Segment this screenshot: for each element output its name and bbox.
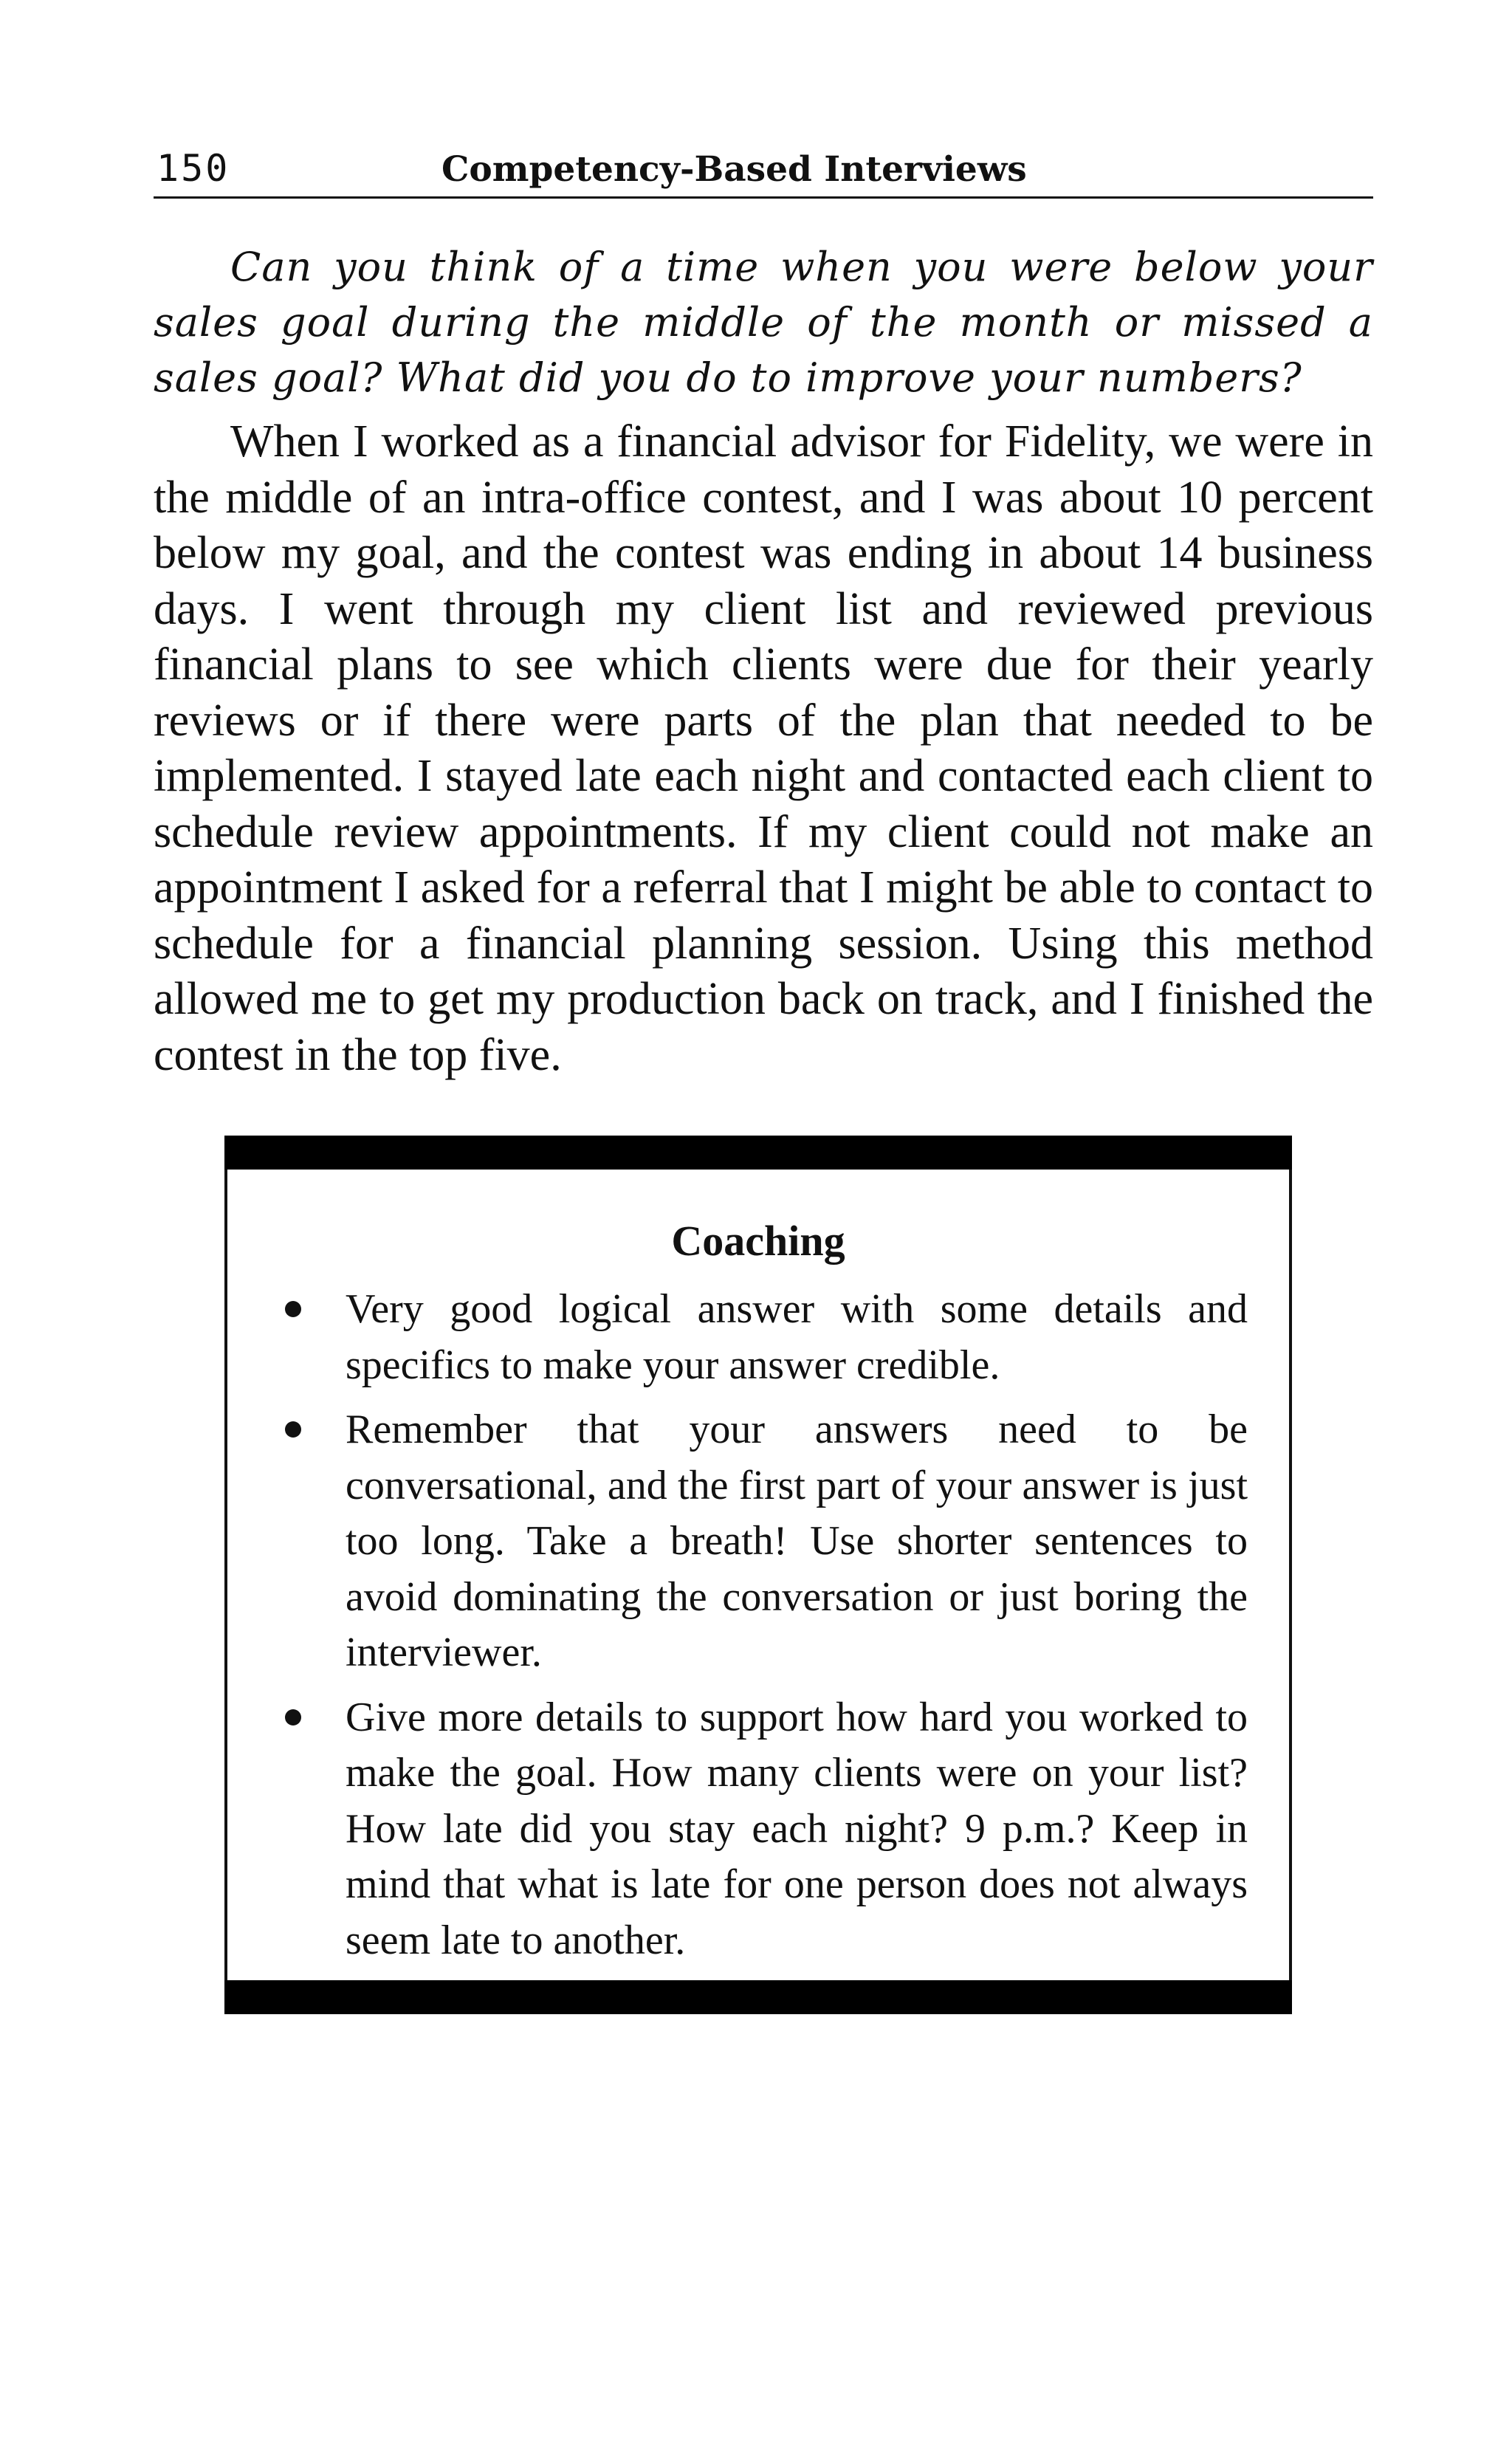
box-bottom-bar [224,1980,1292,2014]
box-top-bar [224,1136,1292,1170]
running-header [154,145,1373,199]
bullet-icon [285,1421,301,1438]
coaching-item-text: Very good logical answer with some details and specifics to make your answer credible. [346,1286,1248,1388]
coaching-item [272,1282,1248,1393]
bullet-icon [285,1301,301,1317]
coaching-item [272,1402,1248,1681]
book-title: Competency-Based Interviews [441,149,1027,190]
sample-answer: When I worked as a financial advisor for Fidelity, we were in the middle of an intra-office contest, and I was about 10 percent below my goal, and the contest was ending in about 14 business days. I went through my client list and reviewed previous financial plans to see which clients were due for their yearly reviews or if there were parts of the plan that needed to be implemented. I stayed late each night and contacted each client to schedule review appointments. If my client could not make an appointment I asked for a referral that I might be able to contact to schedule for a financial planning session. Using this method allowed me to get my production back on track, and I finished the contest in the top five. [154,416,1373,1080]
interview-question: Can you think of a time when you were below your sales goal during the middle of the month or missed a sales goal? What did you do to improve your numbers? [154,244,1373,401]
bullet-icon [285,1709,301,1726]
coaching-item-text: Give more details to support how hard you worked to make the goal. How many clients were on your list? How late did you stay each night? 9 p.m.? Keep in mind that what is late for one person does not always seem late to another. [346,1694,1248,1963]
page-number: 150 [157,147,230,190]
main-text [154,239,1373,1083]
coaching-list [272,1282,1248,1977]
coaching-item [272,1690,1248,1969]
coaching-item-text: Remember that your answers need to be conversational, and the first part of your answer is just too long. Take a breath! Use shorter sentences to avoid dominating the conversation or just boring the interviewer. [346,1407,1248,1675]
coaching-box [224,1136,1292,2014]
coaching-heading: Coaching [671,1217,845,1265]
